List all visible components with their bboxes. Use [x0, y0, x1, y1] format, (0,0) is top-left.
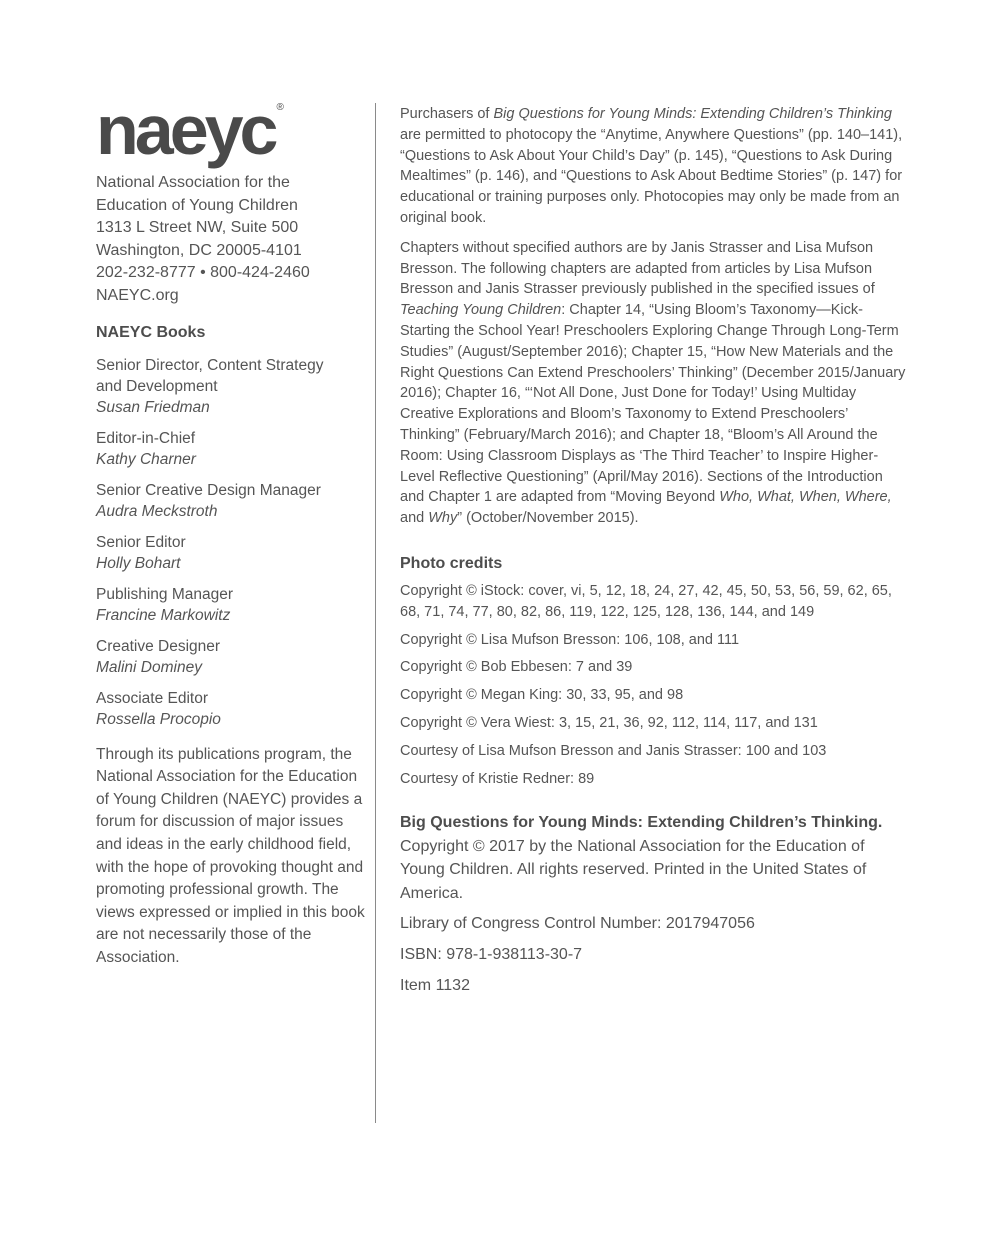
staff-role: Editor-in-Chief [96, 429, 196, 447]
text-run: Purchasers of [400, 106, 494, 122]
staff-name: Kathy Charner [96, 450, 196, 468]
staff-entry [96, 584, 366, 626]
staff-role: Publishing Manager [96, 585, 234, 603]
photo-credit: Copyright © Vera Wiest: 3, 15, 21, 36, 92, 112, 114, 117, and 131 [400, 714, 818, 731]
isbn: ISBN: 978-1-938113-30-7 [400, 946, 583, 964]
photo-credit: Courtesy of Lisa Mufson Bresson and Janis Strasser: 100 and 103 [400, 742, 827, 759]
address-line: Washington, DC 20005-4101 [96, 241, 302, 259]
book-title-bold: Big Questions for Young Minds: Extending Children’s Thinking. [400, 814, 883, 832]
text-run: ” (October/November 2015). [457, 510, 639, 527]
staff-entry [96, 636, 366, 678]
journal-title: Teaching Young Children [400, 302, 562, 319]
text-run: and [400, 510, 429, 527]
text-run: are permitted to photocopy the “Anytime, Anywhere Questions” (pp. 140–141), “Questions to Ask About Your Child’s Day” (p. 145), “Questions to Ask During Mealtimes” (p. 146), and “Questions to Ask About Bedtime Stories” (p. 147) for educational or training purposes only. Photocopies may only be made from an original book. [400, 126, 903, 226]
staff-role: Senior Creative Design Manager [96, 481, 321, 499]
left-column [96, 91, 366, 970]
book-title: Big Questions for Young Minds: Extending Children’s Thinking [493, 106, 892, 122]
staff-role: Associate Editor [96, 689, 208, 707]
staff-entry [96, 532, 366, 574]
item-number: Item 1132 [400, 977, 470, 995]
photo-credit: Copyright © Megan King: 30, 33, 95, and 98 [400, 687, 684, 704]
books-heading: NAEYC Books [96, 323, 206, 341]
staff-name: Audra Meckstroth [96, 502, 218, 520]
lccn: Library of Congress Control Number: 2017947056 [400, 915, 755, 933]
staff-role: Senior Editor [96, 533, 186, 551]
photo-credit: Copyright © Lisa Mufson Bresson: 106, 108, and 111 [400, 631, 740, 648]
chapter-sources [400, 238, 910, 529]
italic-run: Who, What, When, Where, [719, 489, 892, 506]
photo-credits-heading: Photo credits [400, 554, 503, 572]
address-line: National Association for the [96, 174, 290, 191]
naeyc-logo [96, 91, 366, 169]
staff-role: and Development [96, 377, 218, 395]
staff-entry [96, 480, 366, 522]
website: NAEYC.org [96, 286, 179, 304]
column-divider [375, 103, 376, 1123]
publisher-address [96, 172, 366, 308]
italic-run: Why [428, 510, 458, 527]
address-line: Education of Young Children [96, 196, 298, 214]
text-run: Chapters without specified authors are by Janis Strasser and Lisa Mufson Bresson. The following chapters are adapted from articles by Lisa Mufson Bresson and Janis Strasser previously published in the specified issues of [400, 239, 875, 298]
copyright-text: Copyright © 2017 by the National Association for the Education of Young Children. All rights reserved. Printed in the United States of America. [400, 837, 867, 902]
text-run: : Chapter 14, “Using Bloom’s Taxonomy—Kick-Starting the School Year! Preschoolers Exploring Change Through Long-Term Studies” (August/September 2016); Chapter 15, “How New Materials and the Right Questions Can Extend Preschoolers’ Thinking” (December 2015/January 2016); Chapter 16, “‘Not All Done, Just Done for Today!’ Using Multiday Creative Explorations and Bloom’s Taxonomy to Extend Preschoolers’ Thinking” (February/March 2016); and Chapter 18, “Bloom’s All Around the Room: Using Classroom Displays as ‘The Third Teacher’ to Inspire Higher-Level Reflective Questioning” (April/May 2016). Sections of the Introduction and Chapter 1 are adapted from “Moving Beyond [400, 302, 906, 506]
photo-credit: Copyright © Bob Ebbesen: 7 and 39 [400, 659, 633, 676]
staff-entry [96, 428, 366, 470]
staff-entry [96, 355, 366, 418]
phone-numbers: 202-232-8777 • 800-424-2460 [96, 264, 310, 282]
photo-credit: Copyright © iStock: cover, vi, 5, 12, 18, 24, 27, 42, 45, 50, 53, 56, 59, 62, 65, 68, 71, 74, 77, 80, 82, 86, 119, 122, 125, 128, 136, 144, and 149 [400, 582, 892, 620]
publications-statement: Through its publications program, the National Association for the Education of Young Children (NAEYC) provides a forum for discussion of major issues and ideas in the early childhood field, with the hope of provoking thought and promoting professional growth. The views expressed or implied in this book are not necessarily those of the Association. [96, 745, 365, 966]
right-column [400, 104, 910, 1006]
address-line: 1313 L Street NW, Suite 500 [96, 219, 299, 237]
registered-mark: ® [276, 102, 284, 113]
staff-name: Holly Bohart [96, 554, 181, 572]
staff-name: Francine Markowitz [96, 606, 231, 624]
staff-name: Rossella Procopio [96, 710, 221, 728]
staff-role: Senior Director, Content Strategy [96, 356, 324, 374]
copyright-notice [400, 811, 910, 905]
photocopy-permission [400, 104, 910, 229]
staff-entry [96, 688, 366, 730]
staff-name: Malini Dominey [96, 658, 202, 676]
logo-wordmark: naeyc [96, 91, 275, 169]
staff-name: Susan Friedman [96, 398, 210, 416]
staff-role: Creative Designer [96, 637, 221, 655]
photo-credit: Courtesy of Kristie Redner: 89 [400, 770, 595, 787]
